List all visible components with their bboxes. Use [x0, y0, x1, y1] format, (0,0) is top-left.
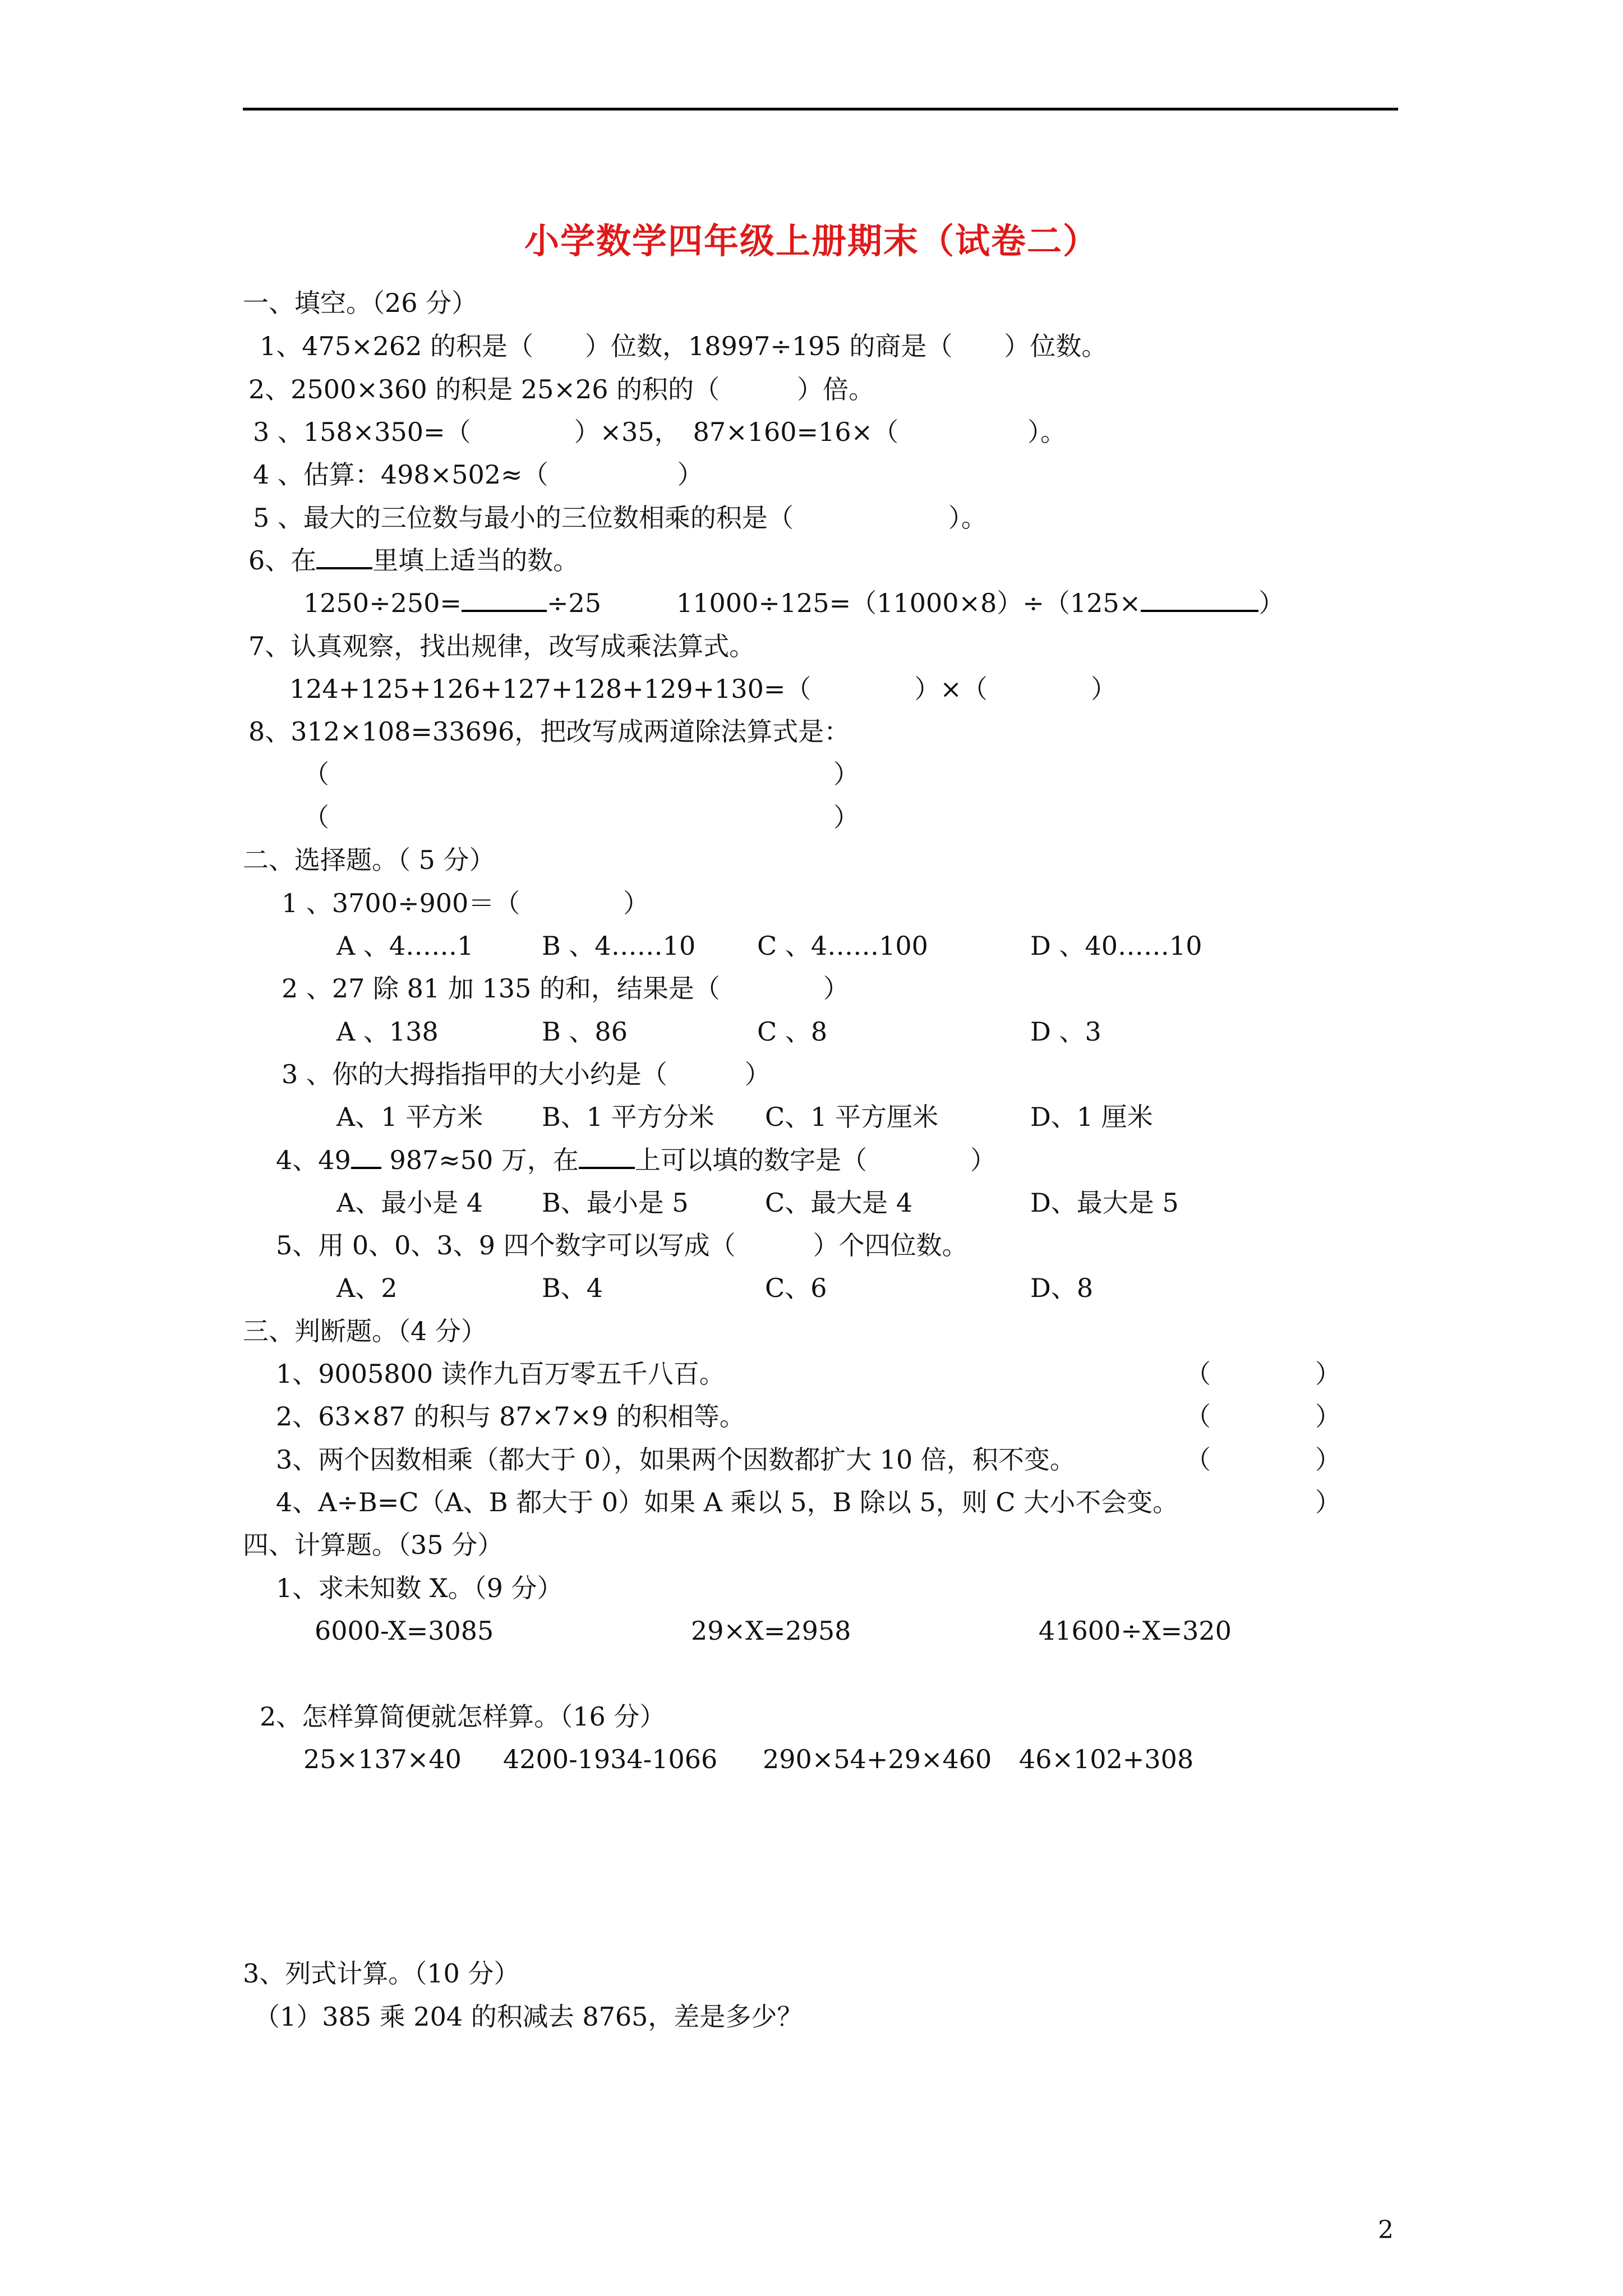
s2-q5-opt-b: B、4 — [542, 1273, 603, 1303]
page-number: 2 — [1378, 2216, 1394, 2244]
s2-q3-opt-b: B、1 平方分米 — [542, 1102, 714, 1132]
s3-paren-open-3: （ — [1185, 1444, 1211, 1475]
s2-q2: 2 、27 除 81 加 135 的和，结果是（ ） — [282, 973, 849, 1004]
s1-q6-a-pre: 1250÷250= — [303, 588, 462, 618]
s4-sub2-item-1: 25×137×40 — [303, 1744, 462, 1774]
s1-q8-paren-open-2: （ — [303, 802, 329, 832]
s2-q2-opt-c: C 、8 — [757, 1016, 828, 1047]
s2-q4-mid: 987≈50 万，在 — [389, 1145, 579, 1175]
s3-paren-close-1: ） — [1315, 1359, 1341, 1389]
blank-line — [462, 587, 547, 612]
s2-q2-opt-a: A 、138 — [336, 1016, 439, 1047]
s1-q8-paren-close-1: ） — [833, 759, 859, 789]
s2-q3-opt-d: D、1 厘米 — [1030, 1102, 1153, 1132]
s1-q6-b-pre: 11000÷125=（11000×8）÷（125× — [676, 588, 1141, 618]
s2-q4-opt-b: B、最小是 5 — [542, 1188, 689, 1218]
header-rule — [243, 108, 1398, 111]
blank-line — [316, 545, 372, 569]
page-title: 小学数学四年级上册期末（试卷二） — [524, 220, 1099, 261]
s1-q4: 4 、估算：498×502≈（ ） — [253, 459, 703, 490]
s2-q3-opt-c: C、1 平方厘米 — [765, 1102, 939, 1132]
s1-q6 — [248, 545, 579, 576]
s1-q6-pre: 6、在 — [248, 545, 317, 576]
s2-q5-opt-c: C、6 — [765, 1273, 827, 1303]
s2-q5: 5、用 0、0、3、9 四个数字可以写成（ ）个四位数。 — [276, 1230, 968, 1260]
s1-q7-expr: 124+125+126+127+128+129+130=（ ）×（ ） — [289, 674, 1117, 704]
s2-q4-pre: 4、49 — [276, 1145, 351, 1175]
s1-q6-b — [676, 587, 1284, 619]
s3-paren-open-1: （ — [1185, 1359, 1211, 1389]
section4-heading: 四、计算题。（35 分） — [243, 1530, 504, 1560]
s2-q2-opt-b: B 、86 — [542, 1016, 628, 1047]
s3-item-1: 1、9005800 读作九百万零五千八百。 — [276, 1359, 725, 1389]
s3-paren-close-2: ） — [1315, 1401, 1341, 1432]
s2-q4-post: 上可以填的数字是（ ） — [634, 1145, 996, 1175]
s2-q4 — [276, 1144, 996, 1176]
s1-q2: 2、2500×360 的积是 25×26 的积的（ ）倍。 — [248, 374, 875, 404]
s3-paren-close-4: ） — [1315, 1487, 1341, 1517]
s1-q6-post: 里填上适当的数。 — [372, 545, 579, 576]
blank-line — [579, 1144, 635, 1169]
s2-q5-opt-a: A、2 — [336, 1273, 398, 1303]
s4-sub2-item-3: 290×54+29×460 — [763, 1744, 992, 1774]
s1-q6-b-post: ） — [1258, 588, 1285, 618]
s2-q1-opt-d: D 、40……10 — [1030, 931, 1202, 961]
s2-q1-opt-c: C 、4……100 — [757, 931, 928, 961]
s2-q1: 1 、3700÷900＝（ ） — [282, 888, 649, 918]
s4-sub2-item-4: 46×102+308 — [1019, 1744, 1194, 1774]
s2-q3: 3 、你的大拇指指甲的大小约是（ ） — [282, 1059, 771, 1089]
s2-q4-opt-d: D、最大是 5 — [1030, 1188, 1179, 1218]
s1-q5: 5 、最大的三位数与最小的三位数相乘的积是（ ）。 — [253, 503, 987, 533]
s4-sub1: 1、求未知数 X。（9 分） — [276, 1573, 563, 1603]
s3-item-4: 4、A÷B=C（A、B 都大于 0）如果 A 乘以 5，B 除以 5，则 C 大小不会变。 — [276, 1487, 1179, 1517]
s4-sub3: 3、列式计算。（10 分） — [243, 1958, 520, 1989]
s3-paren-close-3: ） — [1315, 1444, 1341, 1475]
s3-item-2: 2、63×87 的积与 87×7×9 的积相等。 — [276, 1401, 745, 1432]
s1-q1: 1、475×262 的积是（ ）位数，18997÷195 的商是（ ）位数。 — [260, 331, 1108, 361]
s1-q8-paren-open-1: （ — [303, 759, 329, 789]
s2-q4-opt-c: C、最大是 4 — [765, 1188, 913, 1218]
s2-q4-opt-a: A、最小是 4 — [336, 1188, 483, 1218]
s4-sub1-item-2: 29×X=2958 — [691, 1616, 851, 1646]
s3-item-3: 3、两个因数相乘（都大于 0），如果两个因数都扩大 10 倍，积不变。 — [276, 1444, 1076, 1475]
section1-heading: 一、填空。（26 分） — [243, 288, 478, 318]
s2-q2-opt-d: D 、3 — [1030, 1016, 1101, 1047]
s3-paren-open-2: （ — [1185, 1401, 1211, 1432]
s1-q7: 7、认真观察，找出规律，改写成乘法算式。 — [248, 631, 755, 661]
s1-q3: 3 、158×350=（ ）×35， 87×160=16×（ ）。 — [253, 417, 1067, 447]
s4-sub1-item-1: 6000-X=3085 — [315, 1616, 494, 1646]
s2-q1-opt-b: B 、4……10 — [542, 931, 696, 961]
section3-heading: 三、判断题。（4 分） — [243, 1316, 487, 1346]
s2-q1-opt-a: A 、4……1 — [336, 931, 474, 961]
s4-sub3-q1: （1）385 乘 204 的积减去 8765，差是多少？ — [254, 2001, 803, 2032]
s1-q8-paren-close-2: ） — [833, 802, 859, 832]
s4-sub2-item-2: 4200-1934-1066 — [503, 1744, 718, 1774]
blank-line — [1141, 587, 1258, 612]
section2-heading: 二、选择题。（ 5 分） — [243, 845, 495, 875]
s1-q8: 8、312×108=33696，把改写成两道除法算式是： — [248, 716, 850, 747]
s1-q6-a — [303, 587, 601, 619]
s1-q6-a-post: ÷25 — [546, 588, 602, 618]
s2-q3-opt-a: A、1 平方米 — [336, 1102, 483, 1132]
s4-sub1-item-3: 41600÷X=320 — [1039, 1616, 1232, 1646]
blank-line — [351, 1144, 381, 1169]
s4-sub2: 2、怎样算简便就怎样算。（16 分） — [260, 1701, 666, 1732]
s2-q5-opt-d: D、8 — [1030, 1273, 1094, 1303]
